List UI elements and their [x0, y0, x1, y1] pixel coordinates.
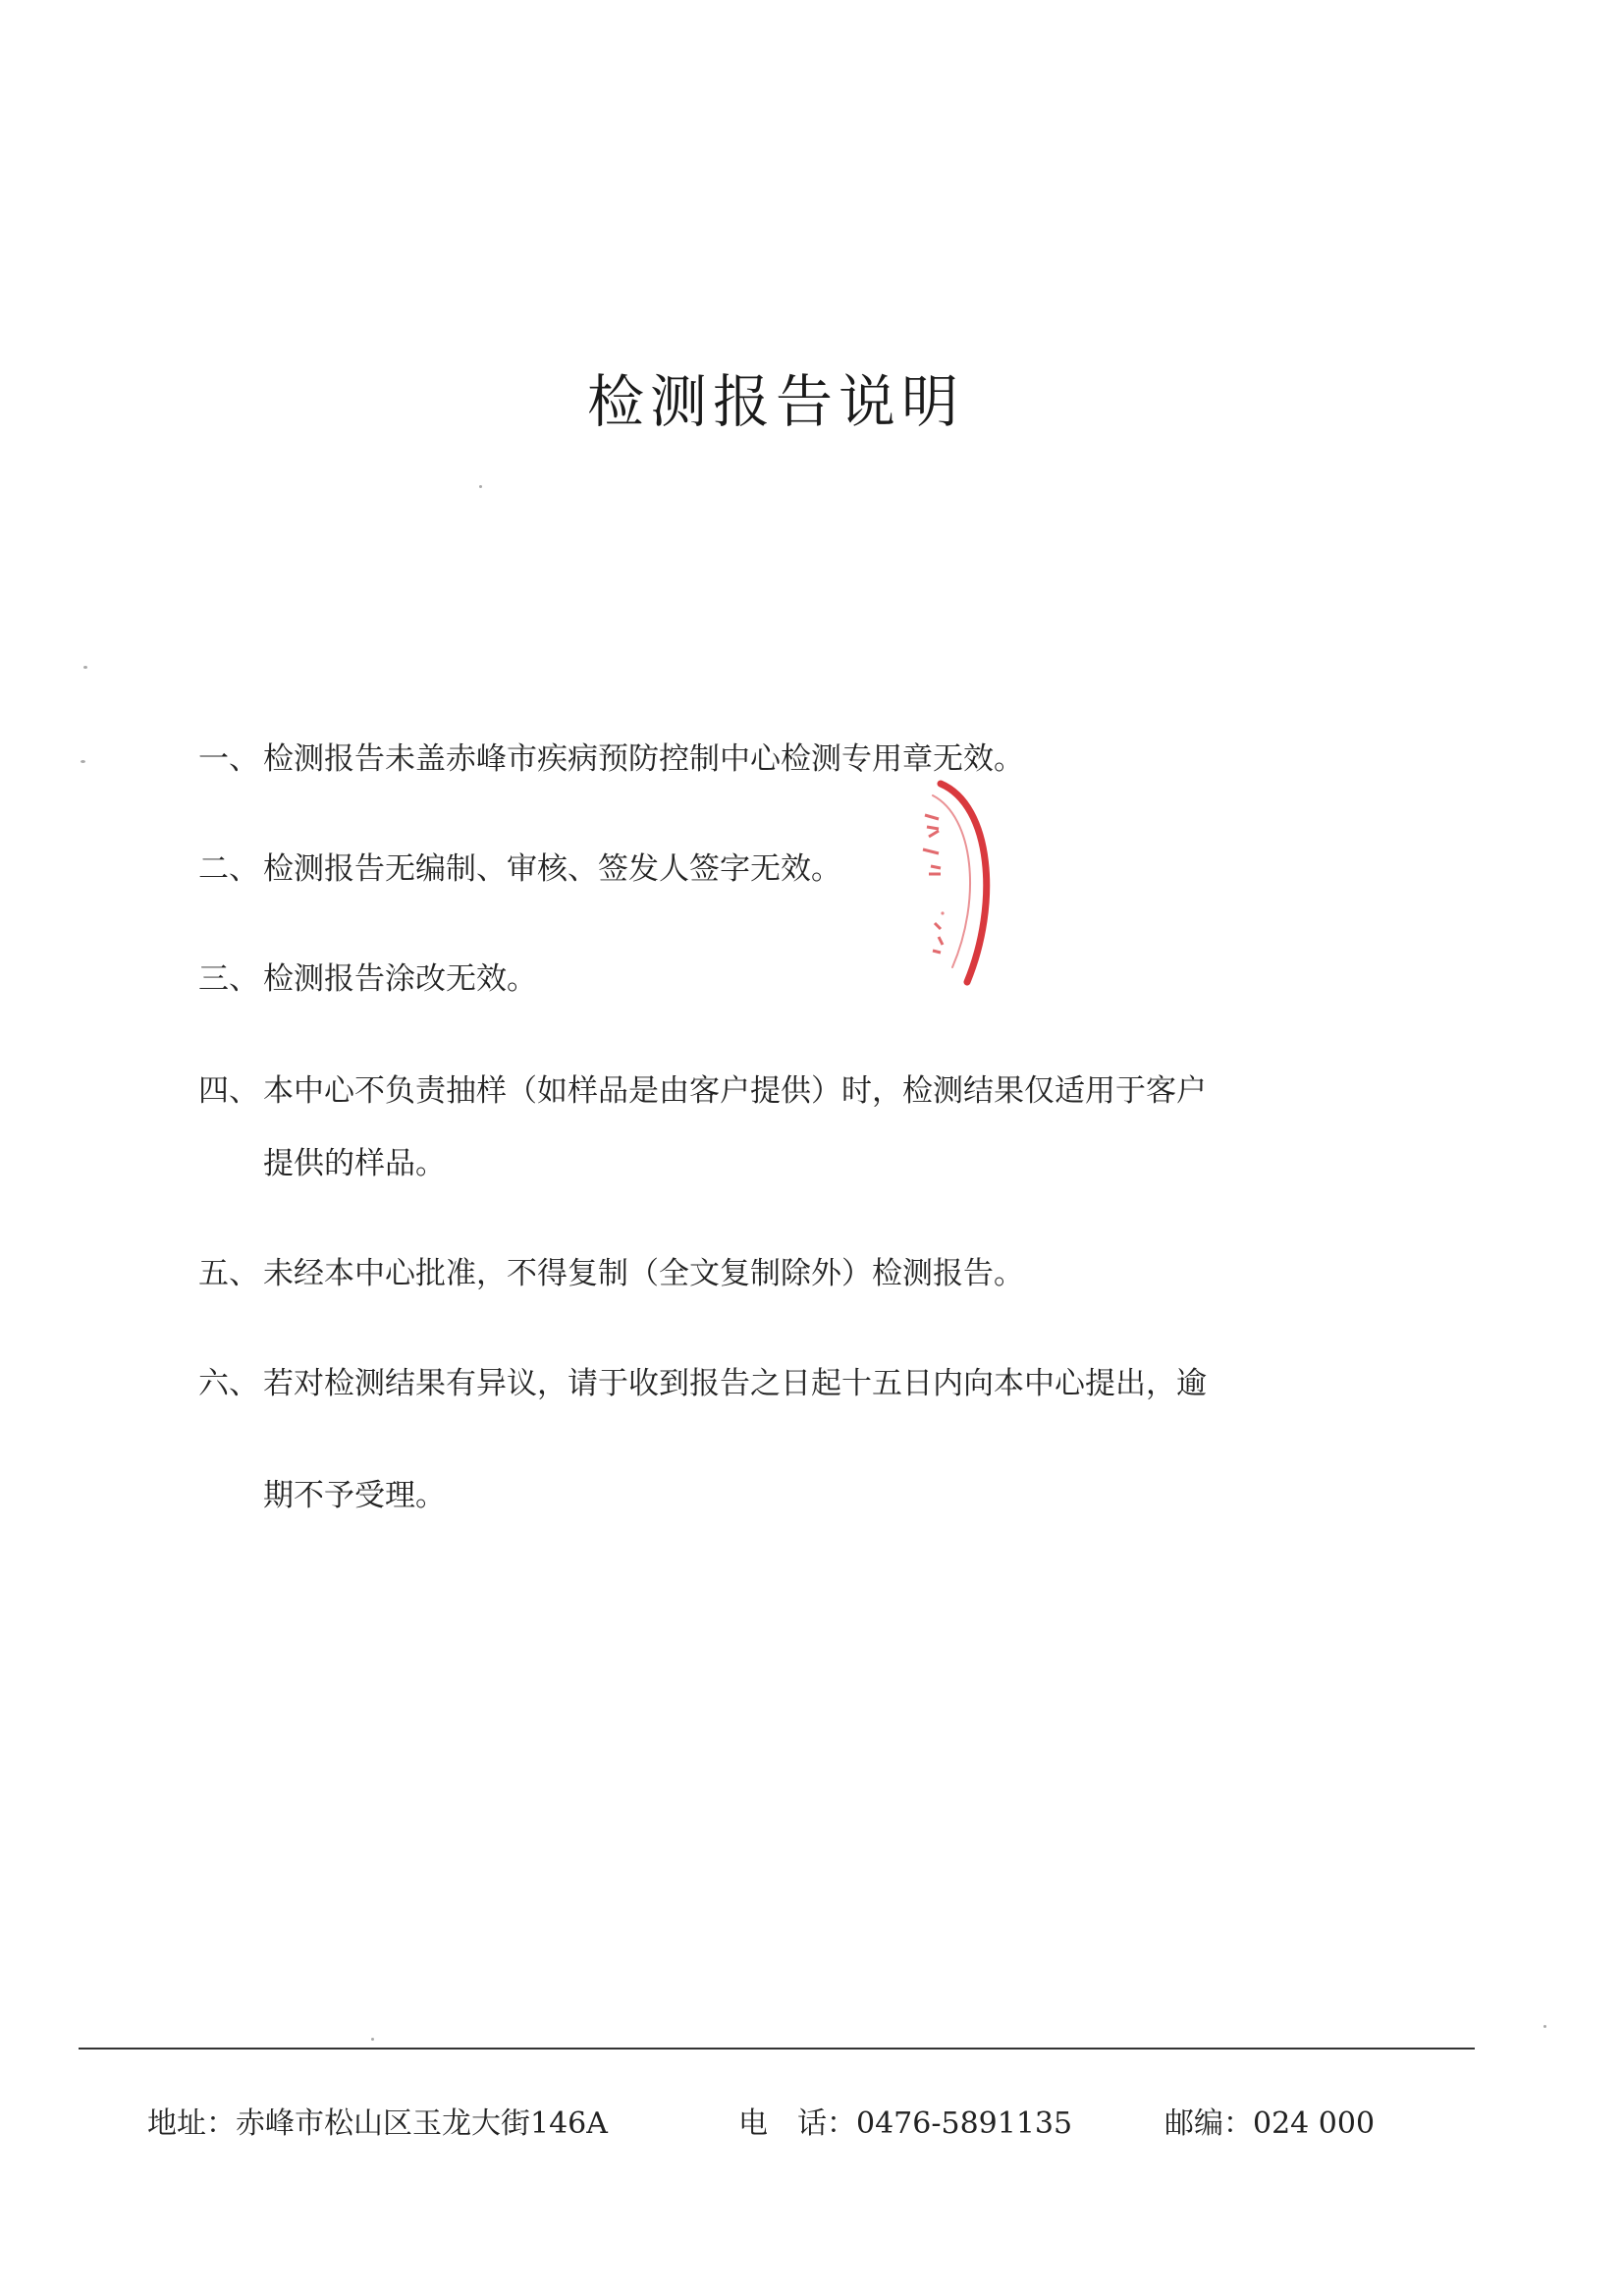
item-text: 检测报告涂改无效。: [263, 961, 537, 997]
seal-ring: [933, 784, 987, 982]
footer-divider: [79, 2048, 1475, 2050]
item-text: 检测报告未盖赤峰市疾病预防控制中心检测专用章无效。: [263, 741, 1024, 777]
item-number: 三、: [198, 961, 259, 997]
item-text: 若对检测结果有异议，请于收到报告之日起十五日内向本中心提出，逾: [263, 1366, 1207, 1401]
item-number: 五、: [198, 1256, 259, 1291]
item-text: 检测报告无编制、审核、签发人签字无效。: [263, 851, 841, 887]
item-number: 一、: [198, 741, 259, 777]
list-item-4-continuation: 提供的样品。: [263, 1146, 446, 1181]
item-number: 四、: [198, 1073, 259, 1109]
item-number: 二、: [198, 851, 259, 887]
scan-speck: [1543, 2025, 1546, 2028]
scan-speck: [371, 2038, 374, 2041]
item-text: 本中心不负责抽样（如样品是由客户提供）时，检测结果仅适用于客户: [263, 1073, 1207, 1109]
list-item-6-continuation: 期不予受理。: [263, 1478, 446, 1513]
seal-glyphs: [923, 815, 943, 953]
list-item-3: [198, 961, 1327, 997]
seal-speck: [941, 911, 944, 914]
scan-speck: [83, 666, 87, 669]
item-number: 六、: [198, 1366, 259, 1401]
footer-postcode: 邮编：024 000: [1164, 2106, 1376, 2141]
official-seal: [884, 776, 1021, 1002]
item-text: 未经本中心批准，不得复制（全文复制除外）检测报告。: [263, 1256, 1024, 1291]
list-item-4: [198, 1073, 1327, 1109]
list-item-6: [198, 1366, 1327, 1401]
footer-address: 地址：赤峰市松山区玉龙大街146A: [147, 2106, 608, 2141]
list-item-1: [198, 741, 1327, 777]
document-title: 检测报告说明: [586, 368, 964, 435]
list-item-5: [198, 1256, 1327, 1291]
scan-speck: [479, 485, 482, 488]
footer-phone: 电 话：0476-5891135: [738, 2106, 1073, 2141]
list-item-2: [198, 851, 1327, 887]
scan-speck: [81, 760, 85, 763]
